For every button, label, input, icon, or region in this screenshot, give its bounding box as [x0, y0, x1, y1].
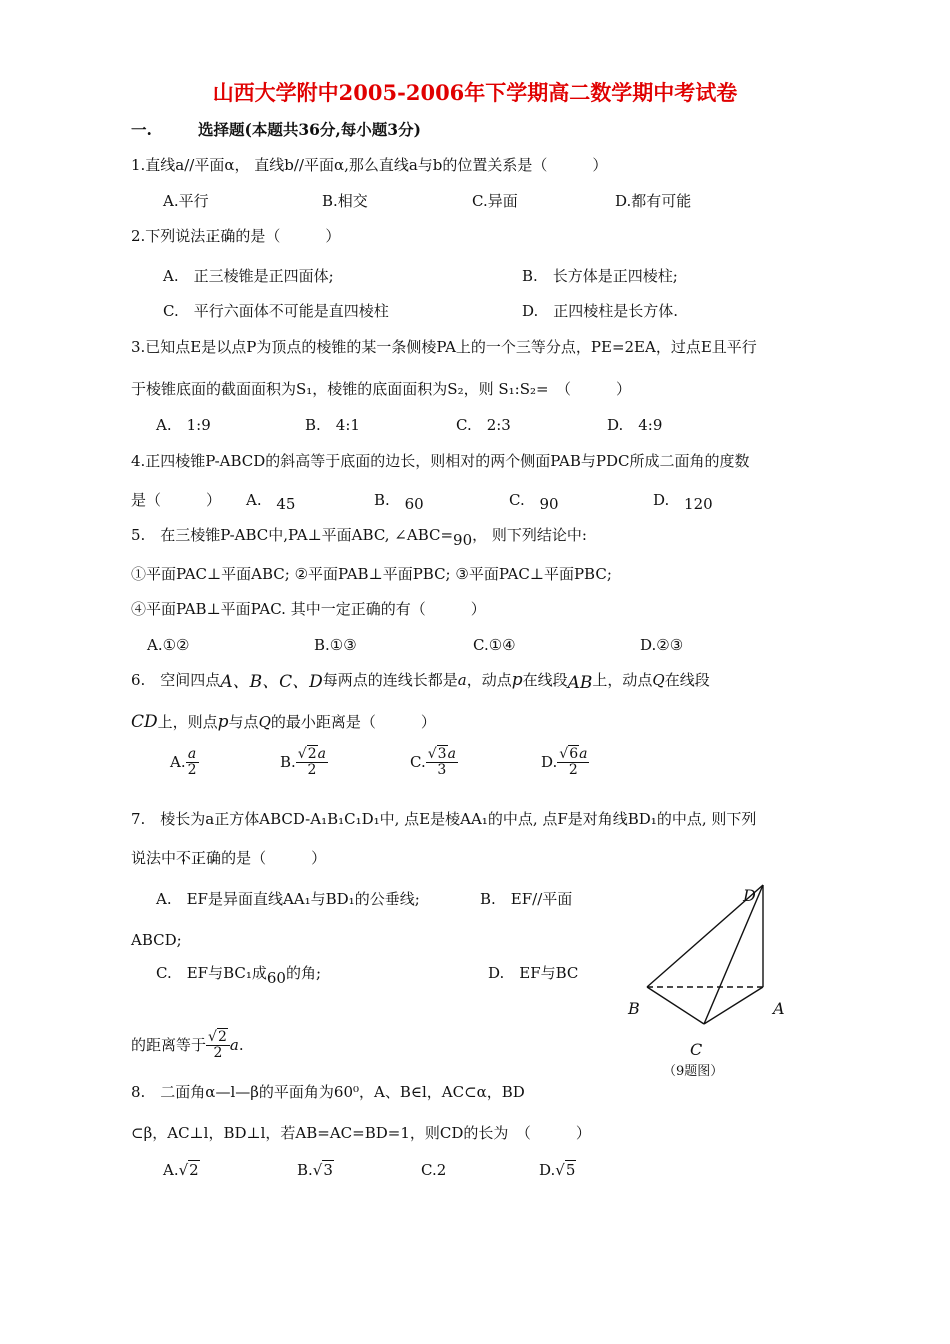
q6-stem-line1: [131, 670, 710, 693]
q6-option-d-denominator: 2: [568, 762, 578, 779]
q8-option-a-radicand: 2: [189, 1161, 199, 1179]
q6-stem-end: 在线段: [664, 671, 710, 689]
edge-ca: [704, 987, 763, 1024]
edge-bc: [647, 987, 704, 1024]
emphasis-char: 正: [191, 849, 207, 867]
q6-option-b-numerator: [296, 747, 328, 763]
q6-option-a: [170, 747, 199, 779]
q7-option-c-pre: C. EF与BC₁成: [156, 964, 267, 982]
q7-stem-emphasis: [176, 849, 221, 867]
q7-stem-line1: 7. 棱长为a正方体ABCD-A₁B₁C₁D₁中, 点E是棱AA₁的中点, 点F是对角线BD₁的中点, 则下列: [131, 810, 757, 828]
q6-segment-ab: AB: [567, 673, 593, 693]
q6-line2-mid2: 与点: [228, 713, 259, 731]
q6-option-c-radicand: 3: [437, 746, 447, 762]
q4-stem-line1: 4.正四棱锥P-ABCD的斜高等于底面的边长，则相对的两个侧面PAB与PDC所成二面角的度数: [131, 452, 750, 470]
q6-stem-line2: [131, 712, 436, 732]
q6-stem-pre: 6. 空间四点: [131, 671, 221, 689]
q6-stem-mid4: 上，动点: [592, 671, 653, 689]
q8-option-d-radicand: 5: [565, 1161, 576, 1179]
q6-stem-mid2: ，动点: [466, 671, 512, 689]
q8-stem-line1: 8. 二面角α—l—β的平面角为60⁰，A、B∈l，AC⊂α，BD: [131, 1083, 525, 1101]
q1-option-c: C.异面: [472, 192, 518, 210]
q6-var-p-2: p: [217, 712, 229, 732]
q6-option-d-fraction: [557, 747, 589, 779]
q6-option-c-sqrt: √3: [427, 746, 447, 762]
q5-option-c: C.①④: [473, 636, 516, 654]
edge-dc: [704, 885, 763, 1024]
q3-option-b: B. 4:1: [305, 416, 360, 434]
q6-option-c: [410, 747, 458, 779]
q7-option-a: A. EF是异面直线AA₁与BD₁的公垂线;: [156, 890, 420, 908]
q5-option-d: D.②③: [640, 636, 684, 654]
q6-option-a-letter: A.: [170, 752, 186, 771]
q8-option-d-letter: D.: [539, 1161, 556, 1179]
q1-option-b: B.相交: [322, 192, 368, 210]
q2-option-d: D. 正四棱柱是长方体.: [522, 302, 679, 320]
q8-option-d: [539, 1161, 576, 1179]
q4-option-a: [246, 491, 296, 513]
q7-option-d-numerator: [206, 1030, 230, 1046]
q8-option-a: [163, 1161, 200, 1179]
q7-option-b: B. EF//平面: [480, 890, 573, 908]
q7-option-d-cont-pre: 的距离等于: [131, 1035, 207, 1054]
q6-option-b-sqrt: √2: [297, 746, 317, 762]
emphasis-char: 确: [206, 849, 222, 867]
q2-stem: [131, 227, 340, 245]
q5-option-a: A.①②: [147, 636, 190, 654]
q4-option-c: [509, 491, 559, 513]
q6-option-c-var: a: [447, 746, 456, 762]
q6-stem-mid3: 在线段: [522, 671, 568, 689]
q1-stem: 1.直线a//平面α， 直线b//平面α,那么直线a与b的位置关系是（ ）: [131, 156, 608, 174]
q6-option-b-radicand: 2: [307, 746, 317, 762]
q7-option-b-continued: ABCD;: [131, 931, 182, 949]
q8-option-b-sqrt: √3: [312, 1161, 333, 1179]
q5-stem-post: ， 则下列结论中:: [472, 526, 587, 544]
q7-option-d-sqrt: √2: [208, 1029, 227, 1045]
q6-option-a-numerator: a: [186, 747, 199, 763]
q6-line2-mid: 上，则点: [157, 713, 218, 731]
q8-option-b-letter: B.: [297, 1161, 313, 1179]
q6-option-b: [280, 747, 328, 779]
q7-stem-line2: [131, 849, 326, 867]
q4-option-b-value: 60: [404, 495, 424, 513]
q6-segment-cd: CD: [131, 712, 158, 732]
q8-option-d-sqrt: √5: [555, 1161, 576, 1179]
q7-option-c-post: 的角;: [285, 964, 322, 982]
q3-stem-line1: 3.已知点E是以点P为顶点的棱锥的某一条侧棱PA上的一个三等分点，PE=2EA，过点E且平行: [131, 338, 757, 356]
q7-option-d-continued: [131, 1030, 244, 1062]
q6-option-b-fraction: [296, 747, 328, 779]
q1-option-a: A.平行: [163, 192, 209, 210]
q6-option-d-letter: D.: [541, 752, 558, 771]
q3-option-a: A. 1:9: [156, 416, 211, 434]
q4-option-b-letter: B.: [374, 491, 390, 509]
q3-option-c: C. 2:3: [456, 416, 511, 434]
q6-option-b-denominator: 2: [307, 762, 317, 779]
q2-stem-pre: 2.下列说法: [131, 227, 206, 245]
q4-option-a-letter: A.: [246, 491, 262, 509]
q5-angle-value: 90: [453, 531, 473, 549]
q4-option-d-value: 120: [684, 495, 713, 513]
q6-option-c-numerator: [426, 747, 458, 763]
q6-option-a-fraction: [186, 747, 199, 779]
q6-option-c-denominator: 3: [437, 762, 447, 779]
q6-line2-end: 的最小距离是（ ）: [270, 713, 436, 731]
q6-option-b-var: a: [317, 746, 326, 762]
q4-option-b: [374, 491, 424, 513]
q5-stem-pre: 5. 在三棱锥P-ABC中,PA⊥平面ABC, ∠ABC=: [131, 526, 454, 544]
q7-option-d: D. EF与BC: [488, 964, 579, 982]
q6-var-q: Q: [652, 671, 665, 689]
q4-option-a-value: 45: [276, 495, 296, 513]
q6-option-d: [541, 747, 589, 779]
q7-option-d-end: .: [238, 1035, 244, 1054]
q7-stem-pre: 说法中: [131, 849, 177, 867]
q5-stem-line3: ④平面PAB⊥平面PAC. 其中一定正确的有（ ）: [131, 600, 486, 618]
q6-var-p: p: [511, 670, 523, 690]
q8-option-a-sqrt: √2: [178, 1161, 199, 1179]
q7-option-c-angle: 60: [266, 969, 286, 987]
figure-label-c: C: [690, 1040, 703, 1059]
q4-option-c-letter: C.: [509, 491, 525, 509]
q8-option-c: C.2: [421, 1161, 447, 1179]
emphasis-char: 确: [220, 227, 236, 245]
q6-option-a-denominator: 2: [187, 762, 197, 779]
section-heading: 选择题(本题共36分,每小题3分): [198, 120, 421, 139]
q6-option-b-letter: B.: [280, 752, 296, 771]
q7-option-d-radicand: 2: [217, 1029, 227, 1045]
q2-stem-post: 的是（ ）: [235, 227, 341, 245]
emphasis-char: 不: [176, 849, 192, 867]
q2-option-c: C. 平行六面体不可能是直四棱柱: [163, 302, 389, 320]
q3-option-d: D. 4:9: [607, 416, 663, 434]
q7-option-d-var: a: [229, 1035, 239, 1054]
q4-option-c-value: 90: [539, 495, 559, 513]
q8-stem-line2: ⊂β，AC⊥l，BD⊥l，若AB=AC=BD=1，则CD的长为 （ ）: [131, 1124, 591, 1142]
figure-label-b: B: [628, 999, 640, 1018]
q1-option-d: D.都有可能: [615, 192, 692, 210]
emphasis-char: 正: [205, 227, 221, 245]
q6-option-c-fraction: [426, 747, 458, 779]
q3-stem-line2: 于棱锥底面的截面面积为S₁，棱锥的底面面积为S₂，则 S₁:S₂= （ ）: [131, 380, 632, 398]
q7-stem-post: 的是（ ）: [221, 849, 327, 867]
figure-label-d: D: [743, 886, 756, 905]
q2-option-a: A. 正三棱锥是正四面体;: [163, 267, 334, 285]
q6-option-d-sqrt: √6: [559, 746, 579, 762]
q4-option-d: [653, 491, 713, 513]
q5-option-b: B.①③: [314, 636, 357, 654]
q8-option-a-letter: A.: [163, 1161, 179, 1179]
q6-points: A、B、C、D: [220, 672, 323, 692]
q6-option-c-letter: C.: [410, 752, 426, 771]
q5-stem-line2: ①平面PAC⊥平面ABC; ②平面PAB⊥平面PBC; ③平面PAC⊥平面PBC;: [131, 565, 612, 583]
q7-option-c: [156, 964, 322, 987]
q4-stem-line2: 是（ ）: [131, 491, 222, 509]
q6-option-d-radicand: 6: [569, 746, 579, 762]
q8-option-b: [297, 1161, 334, 1179]
q6-var-a: a: [457, 671, 467, 689]
figure-caption: （9题图）: [663, 1064, 724, 1079]
q2-option-b: B. 长方体是正四棱柱;: [522, 267, 678, 285]
q7-option-d-fraction: [206, 1030, 230, 1062]
q6-option-d-numerator: [557, 747, 589, 763]
q6-option-d-var: a: [579, 746, 588, 762]
q5-stem-line1: [131, 526, 587, 549]
q8-option-b-radicand: 3: [323, 1161, 333, 1179]
q6-stem-mid: 每两点的连线长都是: [322, 671, 458, 689]
q7-option-d-denominator: 2: [213, 1045, 223, 1062]
section-number: 一.: [131, 120, 152, 139]
page-title: 山西大学附中2005-2006年下学期高二数学期中考试卷: [212, 80, 738, 105]
q4-option-d-letter: D.: [653, 491, 670, 509]
figure-label-a: A: [773, 999, 785, 1018]
q6-var-q-2: Q: [258, 713, 271, 731]
